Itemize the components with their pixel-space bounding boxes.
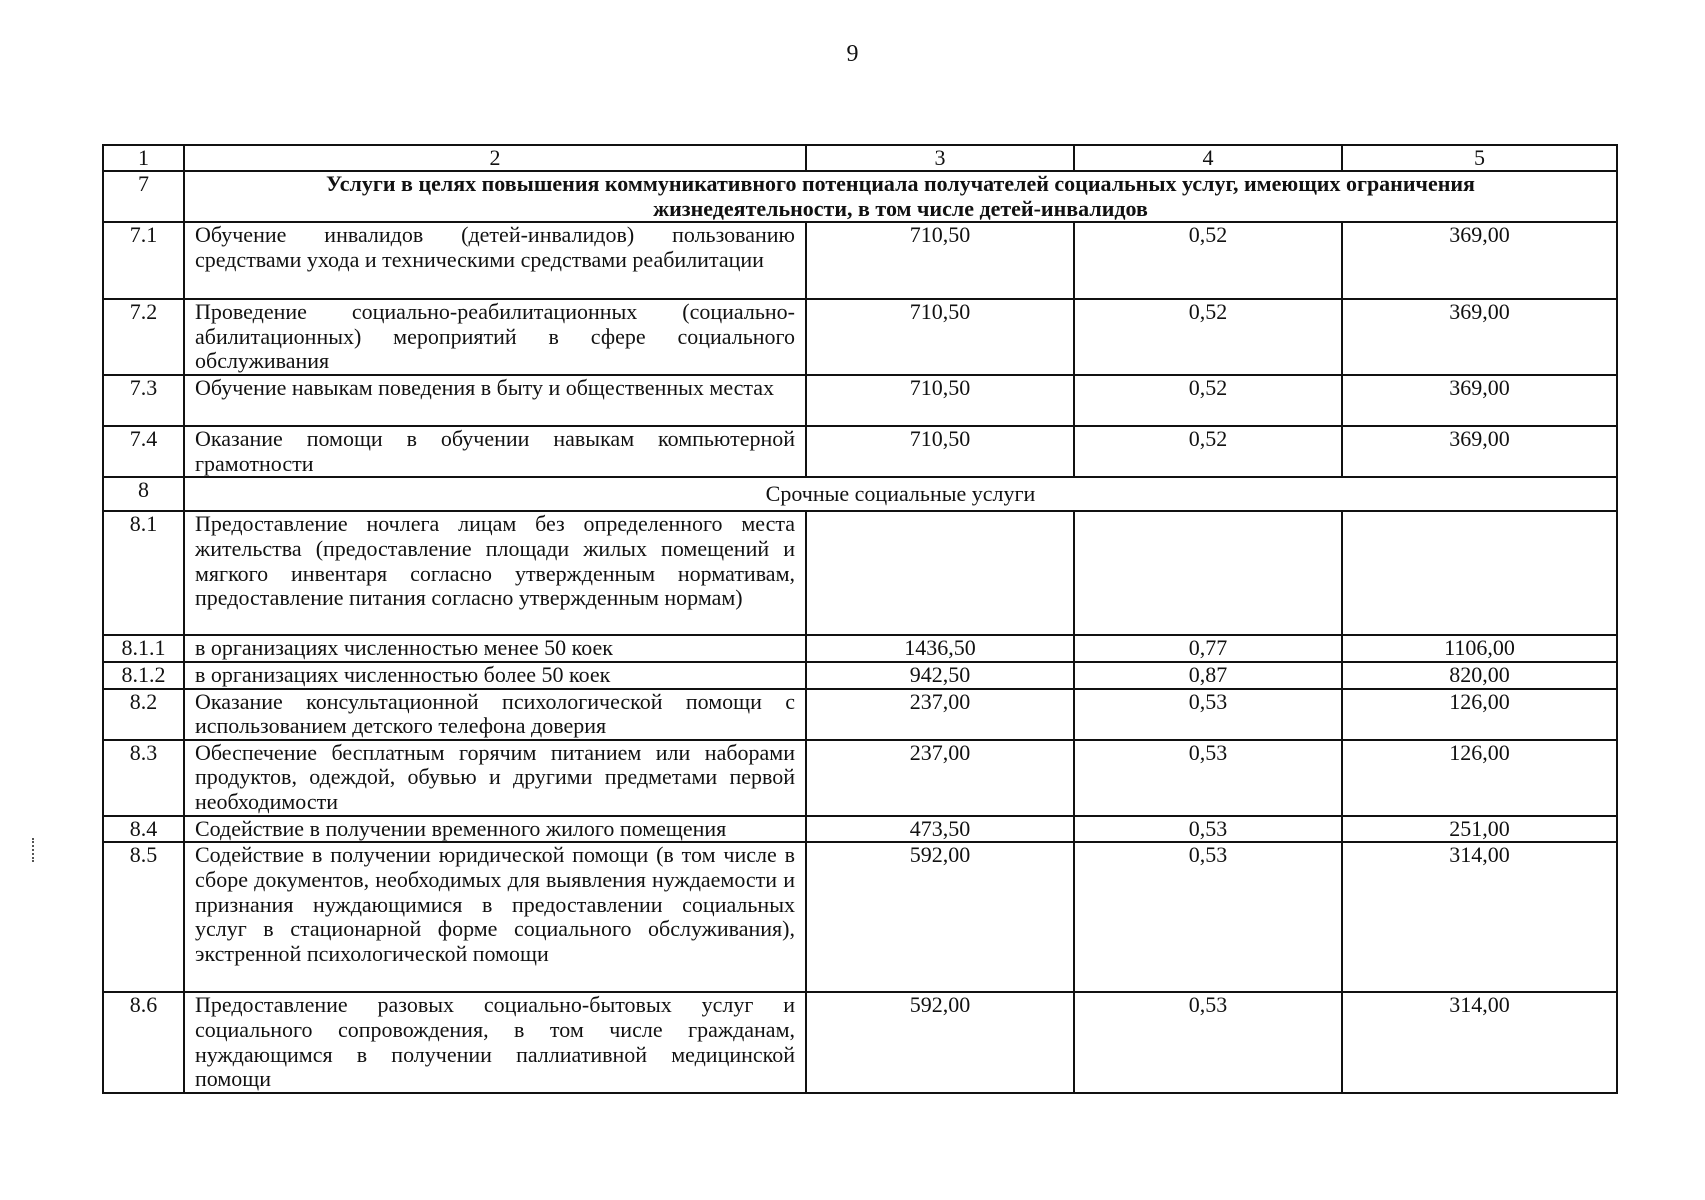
service-description: Предоставление ночлега лицам без определенного места жительства (предоставление площади жилых помещений и мягкого инвентаря согласно утвержденным нормативам, предоставление питания согласно утвержденным нормам) xyxy=(184,511,806,635)
row-number: 8.2 xyxy=(103,689,184,740)
column-number-4: 4 xyxy=(1074,145,1342,171)
value-col4: 0,77 xyxy=(1074,635,1342,662)
service-description: Обучение инвалидов (детей-инвалидов) пользованию средствами ухода и техническими средствами реабилитации xyxy=(184,222,806,299)
service-description: Предоставление разовых социально-бытовых услуг и социального сопровождения, в том числе гражданам, нуждающимся в получении паллиативной медицинской помощи xyxy=(184,992,806,1092)
value-col5 xyxy=(1342,511,1617,635)
row-number: 7 xyxy=(103,171,184,222)
row-number: 7.4 xyxy=(103,426,184,477)
row-number: 7.3 xyxy=(103,375,184,426)
row-number: 8.1.2 xyxy=(103,662,184,689)
section-row xyxy=(103,477,1617,511)
value-col3 xyxy=(806,511,1074,635)
value-col4: 0,53 xyxy=(1074,689,1342,740)
table-row xyxy=(103,662,1617,689)
service-description: Содействие в получении временного жилого помещения xyxy=(184,816,806,843)
row-number: 8.5 xyxy=(103,842,184,992)
row-number: 8.3 xyxy=(103,740,184,816)
value-col4: 0,53 xyxy=(1074,816,1342,843)
section-title: Срочные социальные услуги xyxy=(184,477,1617,511)
value-col4: 0,53 xyxy=(1074,740,1342,816)
table-row xyxy=(103,511,1617,635)
value-col5: 251,00 xyxy=(1342,816,1617,843)
value-col4: 0,52 xyxy=(1074,299,1342,375)
value-col5: 314,00 xyxy=(1342,992,1617,1092)
column-number-1: 1 xyxy=(103,145,184,171)
value-col4: 0,52 xyxy=(1074,375,1342,426)
value-col3: 592,00 xyxy=(806,992,1074,1092)
tariff-table xyxy=(102,144,1618,1094)
section-row xyxy=(103,171,1617,222)
service-description: Оказание консультационной психологической помощи с использованием детского телефона доверия xyxy=(184,689,806,740)
value-col5: 820,00 xyxy=(1342,662,1617,689)
page-number: 9 xyxy=(846,41,859,67)
value-col3: 237,00 xyxy=(806,740,1074,816)
value-col5: 369,00 xyxy=(1342,299,1617,375)
value-col3: 710,50 xyxy=(806,222,1074,299)
service-description: Оказание помощи в обучении навыкам компьютерной грамотности xyxy=(184,426,806,477)
value-col5: 314,00 xyxy=(1342,842,1617,992)
value-col5: 369,00 xyxy=(1342,222,1617,299)
service-description: в организациях численностью менее 50 коек xyxy=(184,635,806,662)
margin-mark xyxy=(32,838,37,862)
value-col4: 0,53 xyxy=(1074,842,1342,992)
column-number-5: 5 xyxy=(1342,145,1617,171)
table-row xyxy=(103,740,1617,816)
value-col3: 710,50 xyxy=(806,426,1074,477)
row-number: 8.1.1 xyxy=(103,635,184,662)
service-description: Обучение навыкам поведения в быту и общественных местах xyxy=(184,375,806,426)
value-col4: 0,52 xyxy=(1074,426,1342,477)
table-row xyxy=(103,689,1617,740)
table-row xyxy=(103,299,1617,375)
row-number: 8.6 xyxy=(103,992,184,1092)
table-row xyxy=(103,635,1617,662)
table-row xyxy=(103,222,1617,299)
value-col4: 0,52 xyxy=(1074,222,1342,299)
value-col3: 473,50 xyxy=(806,816,1074,843)
row-number: 8 xyxy=(103,477,184,511)
value-col5: 369,00 xyxy=(1342,426,1617,477)
service-description: в организациях численностью более 50 коек xyxy=(184,662,806,689)
table-header-row xyxy=(103,145,1617,171)
table-row xyxy=(103,992,1617,1092)
value-col5: 126,00 xyxy=(1342,740,1617,816)
row-number: 7.2 xyxy=(103,299,184,375)
table-row xyxy=(103,842,1617,992)
service-description: Содействие в получении юридической помощи (в том числе в сборе документов, необходимых для выявления нуждаемости и признания нуждающимися в предоставлении социальных услуг в стационарной форме социального обслуживания), экстренной психологической помощи xyxy=(184,842,806,992)
value-col3: 942,50 xyxy=(806,662,1074,689)
value-col4: 0,53 xyxy=(1074,992,1342,1092)
value-col3: 1436,50 xyxy=(806,635,1074,662)
value-col5: 369,00 xyxy=(1342,375,1617,426)
table-row xyxy=(103,375,1617,426)
value-col3: 592,00 xyxy=(806,842,1074,992)
service-description: Обеспечение бесплатным горячим питанием или наборами продуктов, одеждой, обувью и другими предметами первой необходимости xyxy=(184,740,806,816)
value-col5: 126,00 xyxy=(1342,689,1617,740)
table-row xyxy=(103,426,1617,477)
value-col5: 1106,00 xyxy=(1342,635,1617,662)
table-row xyxy=(103,816,1617,843)
section-title: Услуги в целях повышения коммуникативного потенциала получателей социальных услуг, имеющих ограничения жизнедеятельности, в том числе детей-инвалидов xyxy=(184,171,1617,222)
service-description: Проведение социально-реабилитационных (социально-абилитационных) мероприятий в сфере социального обслуживания xyxy=(184,299,806,375)
value-col3: 710,50 xyxy=(806,375,1074,426)
value-col4: 0,87 xyxy=(1074,662,1342,689)
value-col3: 237,00 xyxy=(806,689,1074,740)
value-col4 xyxy=(1074,511,1342,635)
row-number: 8.4 xyxy=(103,816,184,843)
column-number-2: 2 xyxy=(184,145,806,171)
value-col3: 710,50 xyxy=(806,299,1074,375)
row-number: 7.1 xyxy=(103,222,184,299)
row-number: 8.1 xyxy=(103,511,184,635)
column-number-3: 3 xyxy=(806,145,1074,171)
